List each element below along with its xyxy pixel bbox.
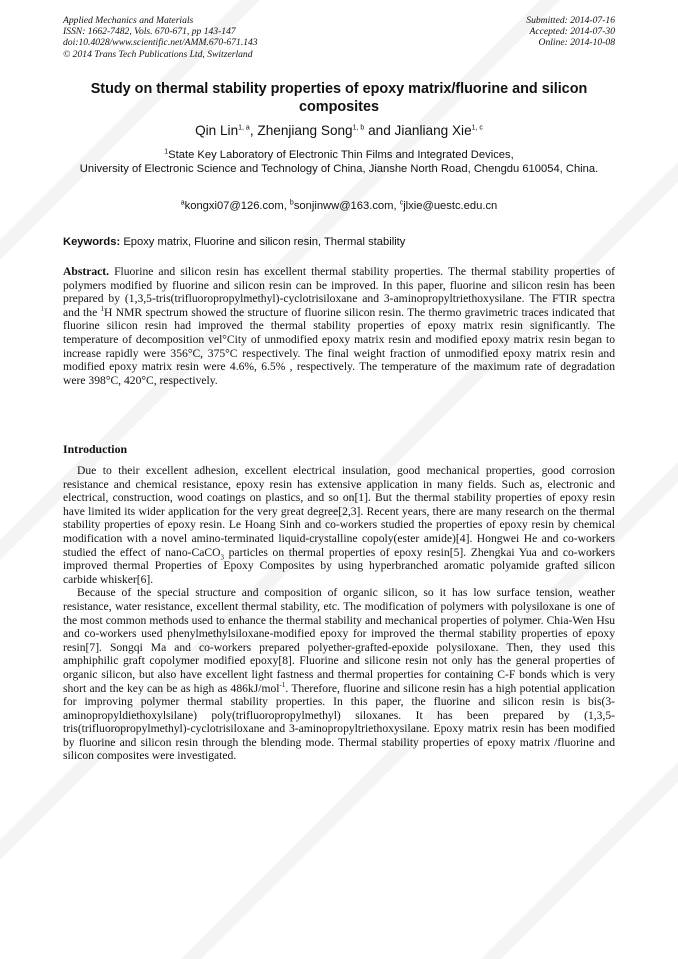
paragraph-text: particles on thermal properties of epoxy resin[5]. Zhengkai Yua and co-workers improved thermal Properties of Epoxy Composites by using hyperbranched aromatic polyamide grafted silicon carbide whisker[6]. bbox=[63, 545, 615, 586]
keywords-text: Epoxy matrix, Fluorine and silicon resin, Thermal stability bbox=[123, 236, 406, 248]
author-affil-mark: 1, b bbox=[352, 124, 365, 132]
affiliation bbox=[63, 148, 615, 176]
email-mark: b bbox=[289, 199, 294, 207]
section-title-introduction: Introduction bbox=[63, 442, 128, 456]
author-name: Zhenjiang Song bbox=[257, 123, 353, 138]
author-name: Jianliang Xie bbox=[394, 123, 472, 138]
journal-issn: ISSN: 1662-7482, Vols. 670-671, pp 143-147 bbox=[63, 26, 236, 38]
intro-paragraph-1 bbox=[63, 464, 615, 586]
email-link[interactable]: kongxi07@126.com bbox=[184, 200, 284, 212]
affiliation-line-1: State Key Laboratory of Electronic Thin Films and Integrated Devices, bbox=[168, 149, 514, 161]
journal-header-right bbox=[375, 15, 615, 49]
journal-copyright: © 2014 Trans Tech Publications Ltd, Switzerland bbox=[63, 48, 253, 60]
paragraph-text: Because of the special structure and composition of organic silicon, so it has low surface tension, weather resistance, water resistance, excellent thermal stability, etc. The modification of polymers with polysiloxane is one of the most common methods used to enhance the thermal stability and mechanical properties of polymer. Chia-Wen Hsu and co-workers used phenylmethylsiloxane-modified epoxy for improved the thermal stability properties of epoxy resin[7]. Songqi Ma and co-workers prepared polyether-grafted-epoxide polysiloxane. Then, they used this amphiphilic graft copolymer modified epoxy[8]. Fluorine and silicone resin not only has the general properties of organic silicon, but also have excellent light fastness and thermal properties for containing C-F bonds which is very short and the key can be as high as 486kJ/mol bbox=[63, 586, 615, 695]
journal-doi[interactable]: doi:10.4028/www.scientific.net/AMM.670-671.143 bbox=[63, 37, 258, 49]
affiliation-line-2: University of Electronic Science and Technology of China, Jianshe North Road, Chengdu 610054, China. bbox=[79, 163, 599, 175]
affiliation-mark: 1 bbox=[164, 148, 169, 156]
introduction-body bbox=[63, 464, 615, 763]
paragraph-text: . Therefore, fluorine and silicone resin has a high potential application for improving polymer thermal stability properties. In this paper, the fluorine and silicon resin is bis(3-aminopropyldiethoxylsilane) poly(trifluoropropylmethyl) siloxanes. It has been prepared by (1,3,5-tris(trifluoropropylmethyl)-cyclotrisiloxane and 3-aminopropyltriethoxysilane. Epoxy matrix resin has been modified by fluorine and silicon resin through the blending mode. Thermal stability properties of epoxy matrix /fluorine and silicon composites were investigated. bbox=[63, 681, 615, 763]
date-submitted: Submitted: 2014-07-16 bbox=[526, 15, 615, 26]
email-link[interactable]: sonjinww@163.com bbox=[293, 200, 394, 212]
author-name: Qin Lin bbox=[195, 123, 239, 138]
author-affil-mark: 1, a bbox=[238, 124, 250, 132]
author-emails: $^a$kongxi07@126.com, $^b$sonjinww@163.com, $^c$jlxie@uestc.edu.cn bbox=[180, 199, 498, 212]
keywords bbox=[63, 235, 615, 249]
author-separator: , bbox=[249, 123, 258, 138]
keywords-label: Keywords: bbox=[63, 236, 121, 248]
email-mark: a bbox=[180, 199, 185, 207]
intro-paragraph-2 bbox=[63, 586, 615, 763]
paper-title: Study on thermal stability properties of epoxy matrix/fluorine and silicon composites bbox=[90, 81, 588, 115]
journal-header-left bbox=[63, 15, 393, 60]
author-affil-mark: 1, c bbox=[471, 124, 483, 132]
abstract-text: H NMR spectrum showed the structure of fluorine silicon resin. The thermo gravimetric traces indicated that fluorine silicon resin had improved the thermal stability properties of epoxy matrix resin significantly. The temperature of decomposition vel°City of unmodified epoxy matrix resin and modified epoxy matrix resin began to increase rapidly were 356°C, 375°C respectively. The final weight fraction of unmodified epoxy matrix resin and modified epoxy matrix resin were 4.6%, 6.5% , respectively. The temperature of the maximum rate of degradation were 398°C, 420°C, respectively. bbox=[63, 305, 615, 387]
subscript: 3 bbox=[220, 552, 224, 561]
author-separator: and bbox=[364, 123, 395, 138]
paragraph-text: Due to their excellent adhesion, excellent electrical insulation, good mechanical properties, good corrosion resistance and chemical resistance, epoxy resin has extensive application in many fields. Such as, electronic and electrical, construction, wood coatings on plastics, and so on[1]. But the thermal stability properties of epoxy resin have limited its wider application for the very great degree[2,3]. Recent years, there are many research on the thermal stability properties of epoxy resin. Le Hoang Sinh and co-workers studied the properties of epoxy resin by chemical modification with a novel amino-terminated liquid-crystalline copoly(ester amide)[4]. Hongwei He and co-workers studied the effect of nano-CaCO bbox=[63, 464, 615, 559]
superscript: -1 bbox=[279, 680, 286, 689]
date-accepted: Accepted: 2014-07-30 bbox=[529, 26, 615, 38]
author-list bbox=[63, 122, 615, 139]
date-online: Online: 2014-10-08 bbox=[538, 37, 615, 49]
abstract-text: Fluorine and silicon resin has excellent thermal stability properties. The thermal stability properties of polymers modified by fluorine and silicon resin can be improved. In this paper, fluorine and silicon resin has been prepared by (1,3,5-tris(trifluoropropylmethyl)-cyclotrisiloxane and 3-aminopropyltriethoxysilane. The FTIR spectra and the bbox=[63, 265, 615, 319]
abstract bbox=[63, 265, 615, 387]
abstract-label: Abstract. bbox=[63, 265, 110, 278]
email-mark: c bbox=[399, 199, 404, 207]
abstract-superscript: 1 bbox=[100, 304, 105, 313]
email-link[interactable]: jlxie@uestc.edu.cn bbox=[403, 200, 498, 212]
journal-name: Applied Mechanics and Materials bbox=[63, 15, 194, 26]
